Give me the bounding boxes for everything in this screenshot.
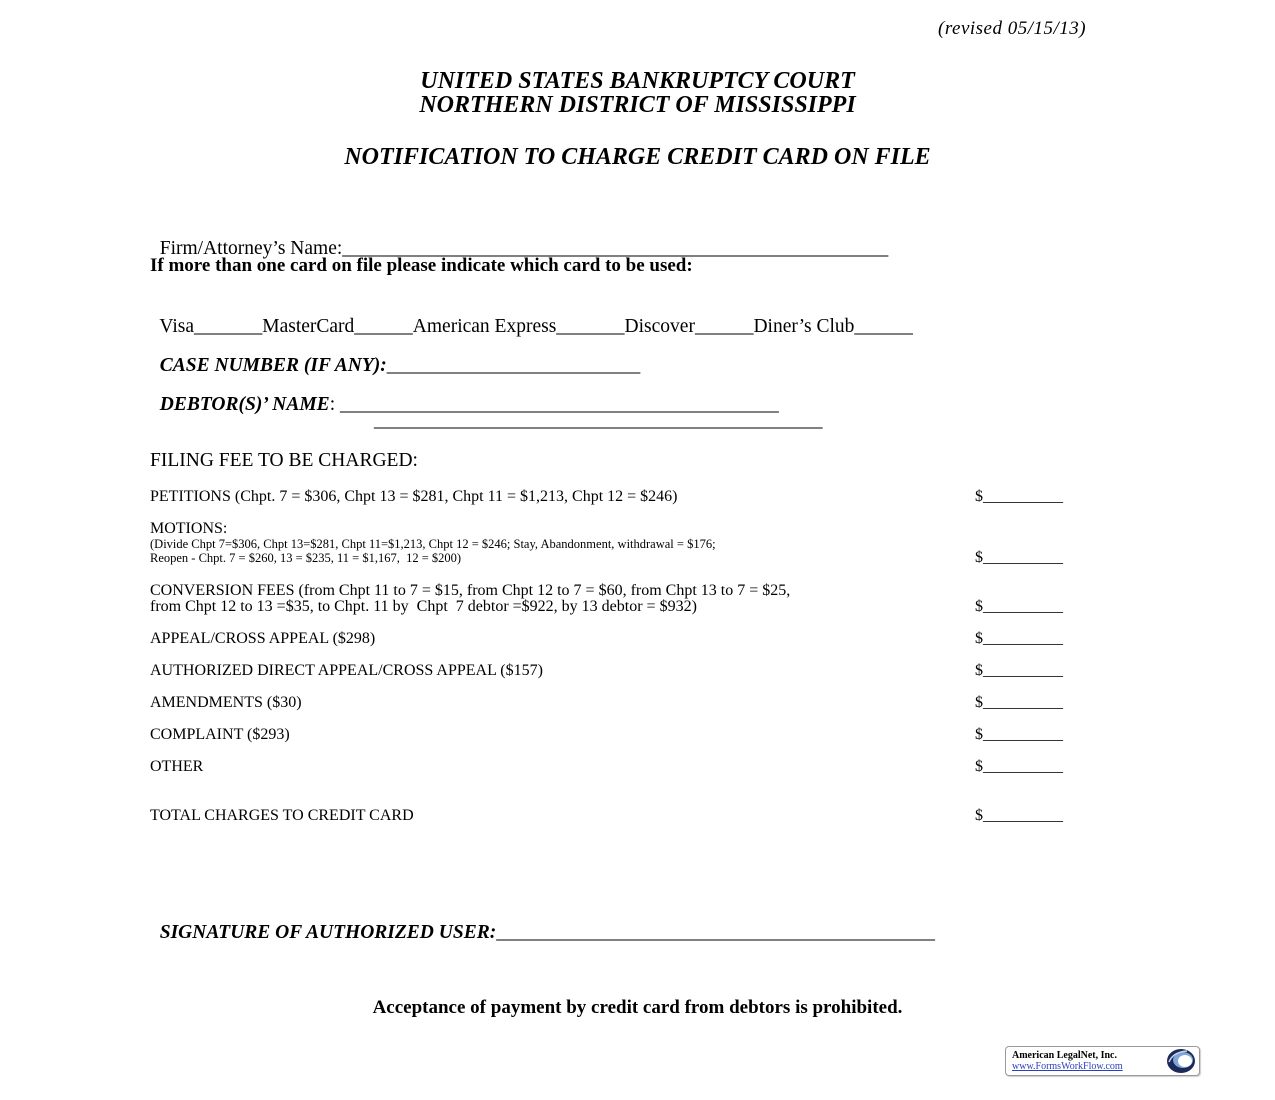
form-title: NOTIFICATION TO CHARGE CREDIT CARD ON FILE — [344, 144, 931, 170]
fee-motions-detail-1: (Divide Chpt 7=$306, Chpt 13=$281, Chpt 11=$1,213, Chpt 12 = $246; Stay, Abandonment, withdrawal = $176; — [150, 537, 716, 551]
fee-amendments-input[interactable]: $__________ — [975, 694, 1063, 711]
fee-complaint-input[interactable]: $__________ — [975, 726, 1063, 743]
card-diners-label: Diner’s Club — [753, 316, 855, 337]
fee-appeal-input[interactable]: $__________ — [975, 630, 1063, 647]
fee-conversion-label-2: from Chpt 12 to 13 =$35, to Chpt. 11 by Chpt 7 debtor =$922, by 13 debtor = $932) — [150, 598, 697, 615]
fee-motions-label: MOTIONS: — [150, 520, 228, 537]
revision-date: (revised 05/15/13) — [938, 18, 1087, 39]
card-amex-label: American Express — [412, 316, 557, 337]
signature-field — [150, 900, 935, 944]
card-visa-input[interactable]: _______ — [193, 316, 263, 337]
card-discover-input[interactable]: ______ — [694, 316, 754, 337]
card-mastercard-input[interactable]: ______ — [354, 316, 413, 337]
card-type-options — [150, 294, 913, 338]
firm-attorney-field — [150, 216, 888, 260]
credit-card-prohibition-notice: Acceptance of payment by credit card from debtors is prohibited. — [372, 997, 903, 1018]
fee-complaint-label: COMPLAINT ($293) — [150, 726, 290, 743]
fee-petitions-input[interactable]: $__________ — [975, 488, 1063, 505]
fee-petitions-label: PETITIONS (Chpt. 7 = $306, Chpt 13 = $281, Chpt 11 = $1,213, Chpt 12 = $246) — [150, 488, 678, 505]
fee-conversion-input[interactable]: $__________ — [975, 598, 1063, 615]
court-district: NORTHERN DISTRICT OF MISSISSIPPI — [419, 92, 856, 118]
card-diners-input[interactable]: ______ — [854, 316, 913, 337]
fee-conversion-label-1: CONVERSION FEES (from Chpt 11 to 7 = $15, from Chpt 12 to 7 = $60, from Chpt 13 to 7 = $25, — [150, 582, 791, 599]
case-number-input[interactable]: __________________________ — [386, 355, 641, 376]
fee-other-label: OTHER — [150, 758, 204, 775]
card-selection-instruction: If more than one card on file please indicate which card to be used: — [150, 255, 693, 276]
fee-other-input[interactable]: $__________ — [975, 758, 1063, 775]
fee-motions-input[interactable]: $__________ — [975, 549, 1063, 566]
signature-input[interactable]: _____________________________________________ — [496, 922, 935, 943]
firm-attorney-input[interactable]: ________________________________________________________ — [342, 238, 889, 259]
case-number-label: CASE NUMBER (IF ANY): — [159, 355, 387, 376]
filing-fee-heading: FILING FEE TO BE CHARGED: — [150, 450, 418, 471]
debtor-name-input-line2[interactable]: ______________________________________________ — [374, 410, 823, 431]
card-amex-input[interactable]: _______ — [556, 316, 625, 337]
fee-total-label: TOTAL CHARGES TO CREDIT CARD — [150, 807, 414, 824]
badge-website-link[interactable]: www.FormsWorkFlow.com — [1012, 1061, 1123, 1072]
debtor-name-colon: : — [329, 394, 340, 415]
firm-attorney-label: Firm/Attorney’s Name: — [159, 238, 343, 259]
card-discover-label: Discover — [624, 316, 695, 337]
fee-direct-appeal-input[interactable]: $__________ — [975, 662, 1063, 679]
card-mastercard-label: MasterCard — [262, 316, 355, 337]
signature-label: SIGNATURE OF AUTHORIZED USER: — [159, 922, 497, 943]
case-number-field — [150, 333, 640, 377]
court-name: UNITED STATES BANKRUPTCY COURT — [420, 68, 855, 94]
fee-appeal-label: APPEAL/CROSS APPEAL ($298) — [150, 630, 376, 647]
fee-amendments-label: AMENDMENTS ($30) — [150, 694, 302, 711]
footer-badge — [1005, 1046, 1200, 1076]
fee-total-input[interactable]: $__________ — [975, 807, 1063, 824]
globe-logo-icon — [1163, 1048, 1197, 1074]
debtor-name-label: DEBTOR(S)’ NAME — [159, 394, 330, 415]
badge-company-name: American LegalNet, Inc. — [1012, 1050, 1117, 1061]
fee-motions-detail-2: Reopen - Chpt. 7 = $260, 13 = $235, 11 = $1,167, 12 = $200) — [150, 551, 462, 565]
debtor-name-input[interactable]: _____________________________________________ — [339, 394, 779, 415]
card-visa-label: Visa — [159, 316, 194, 337]
fee-direct-appeal-label: AUTHORIZED DIRECT APPEAL/CROSS APPEAL ($157) — [150, 662, 543, 679]
